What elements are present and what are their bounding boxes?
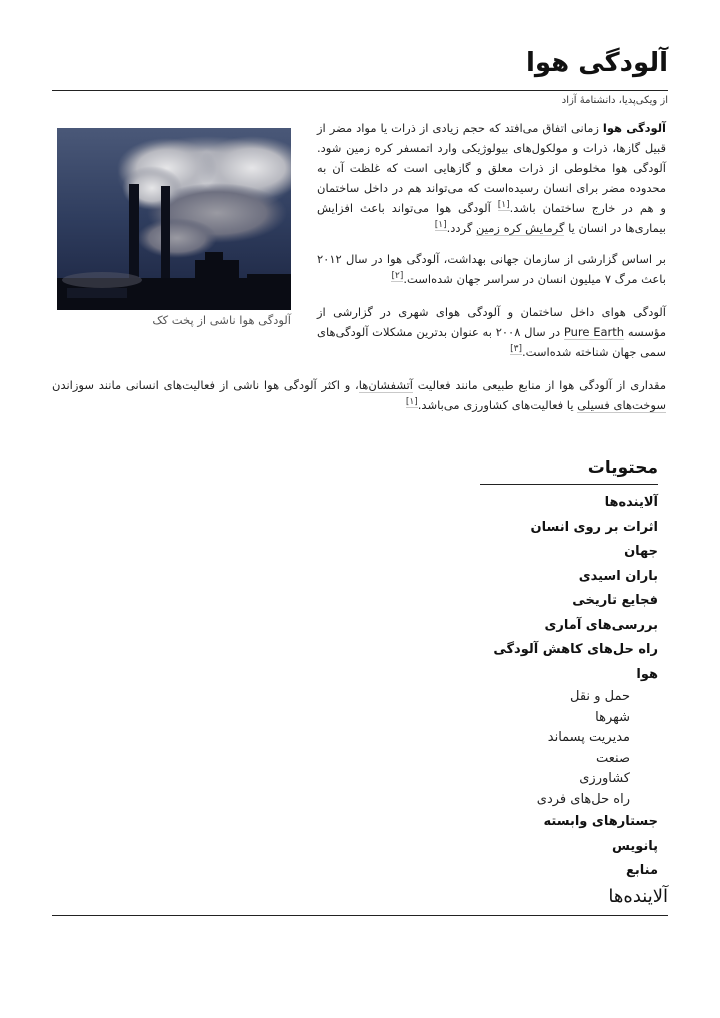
intro-text: در سال ۲۰۰۸ به عنوان بدترین مشکلات آلودگی‌های سمی جهان شناخته شده‌است. [317, 325, 666, 359]
toc-subitem-industry[interactable]: صنعت [596, 750, 630, 766]
figure-caption: آلودگی هوا ناشی از پخت کک [152, 313, 291, 327]
reference-link[interactable]: [۳] [510, 344, 522, 355]
volcanoes-link[interactable]: آتشفشان‌ها [358, 378, 413, 392]
intro-text: ، و اکثر آلودگی هوا ناشی از فعالیت‌های انسانی مانند سوزاندن [52, 378, 359, 392]
toc-item-historic-disasters[interactable]: فجایع تاریخی [572, 593, 658, 608]
toc-sublist [480, 687, 658, 810]
reference-link[interactable]: [۱] [405, 397, 418, 408]
toc-item-see-also[interactable]: جستارهای وابسته [543, 814, 658, 829]
intro-paragraph-4 [52, 375, 666, 415]
intro-text: مقداری از آلودگی هوا از منابع طبیعی مانند فعالیت [413, 378, 666, 392]
toc-item-health-effects[interactable]: اثرات بر روی انسان [530, 519, 658, 535]
toc-item-acid-rain[interactable]: باران اسیدی [578, 568, 658, 584]
section-heading-pollutants: آلاینده‌ها [608, 886, 668, 907]
toc-item-references[interactable]: منابع [626, 863, 658, 878]
toc-subitem-personal[interactable]: راه حل‌های فردی [536, 791, 630, 807]
toc-item-solutions-label[interactable]: راه حل‌های کاهش آلودگی هوا [493, 642, 658, 682]
intro-text: یا فعالیت‌های کشاورزی می‌باشد. [417, 398, 578, 412]
table-of-contents [480, 458, 658, 884]
intro-text: آلودگی هوا می‌تواند باعث افزایش بیماری‌ها در انسان یا [317, 201, 666, 235]
smokestack-photo[interactable] [57, 128, 291, 310]
page-subtitle: از ویکی‌پدیا، دانشنامهٔ آزاد [561, 95, 668, 106]
intro-text: گردد. [446, 221, 476, 235]
toc-subitem-agriculture[interactable]: کشاورزی [579, 771, 630, 786]
intro-text: زمانی اتفاق می‌افتد که حجم زیادی از ذرات یا مواد مضر از قبیل گازها، ذرات و مولکول‌های بیولوژیکی وارد اتمسفر کره زمین شود. آلودگی هوا مخلوطی از ذرات معلق و گازهایی است که غلظت آن به محدوده مضر برای انسان رسیده‌است که می‌تواند هم در داخل ساختمان و هم در خارج ساختمان باشد. [317, 121, 666, 215]
toc-subitem-cities[interactable]: شهرها [595, 709, 630, 725]
intro-text: آلودگی هوای داخل ساختمان و آلودگی هوای شهری در گزارشی از مؤسسه [317, 305, 666, 339]
toc-item-statistics[interactable]: بررسی‌های آماری [544, 617, 658, 633]
coke-oven-pollution-image [57, 128, 291, 310]
reference-link[interactable]: [۱] [434, 220, 447, 231]
fossil-fuels-link[interactable]: سوخت‌های فسیلی [577, 398, 666, 412]
pure-earth-link[interactable]: Pure Earth [563, 325, 625, 339]
intro-paragraph-3 [317, 302, 666, 362]
intro-text: بر اساس گزارشی از سازمان جهانی بهداشت، آلودگی هوا در سال ۲۰۱۲ باعث مرگ ۷ میلیون انسان در سراسر جهان شده‌است. [317, 252, 666, 286]
term-bold: آلودگی هوا [602, 121, 666, 135]
toc-title: محتویات [587, 458, 658, 478]
intro-paragraph-1 [317, 118, 666, 238]
toc-item-world[interactable]: جهان [624, 544, 658, 559]
reference-link[interactable]: [۱] [497, 200, 510, 211]
toc-divider [480, 484, 658, 485]
global-warming-link[interactable]: گرمایش کره زمین [475, 221, 565, 235]
intro-paragraph-2 [317, 249, 666, 289]
toc-item-pollutants[interactable]: آلاینده‌ها [604, 495, 658, 510]
toc-item-solutions [480, 638, 658, 810]
page-title: آلودگی هوا [525, 48, 668, 78]
toc-item-footnotes[interactable]: پانویس [611, 838, 658, 854]
toc-list [480, 491, 658, 884]
toc-subitem-transport[interactable]: حمل و نقل [570, 689, 630, 704]
title-divider [52, 90, 668, 91]
section-divider [52, 915, 668, 916]
infobox-figure [57, 128, 291, 327]
toc-subitem-waste[interactable]: مدیریت پسماند [547, 730, 630, 745]
reference-link[interactable]: [۲] [391, 271, 404, 282]
